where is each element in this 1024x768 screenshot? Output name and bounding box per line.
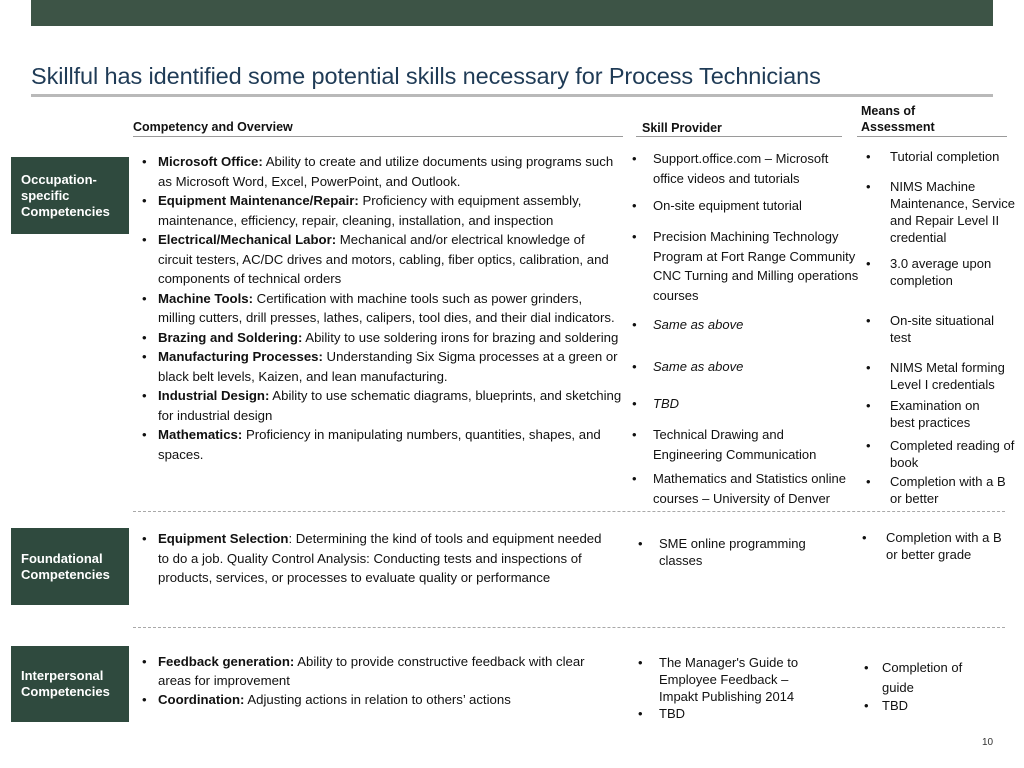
list-item [140,425,622,464]
top-banner [31,0,993,26]
provider-text: Same as above [653,359,744,374]
provider-item [632,394,847,414]
provider-text: On-site equipment tutorial [653,198,802,213]
provider-item [632,196,847,216]
provider-text: Same as above [653,317,744,332]
assessment-text: TBD [882,698,908,713]
item-desc: Ability to use schematic diagrams, blueprints, and sketching for industrial design [158,388,622,423]
list-item [140,230,622,289]
list-item [140,347,622,386]
header-assessment-line2: Assessment [861,120,935,134]
bullet: • [866,179,871,194]
bullet: • [638,655,643,670]
provider-text: TBD [659,706,685,721]
item-term: Manufacturing Processes: [158,349,323,364]
category-occupation-line1: Occupation- [21,171,97,187]
header-provider: Skill Provider [642,121,722,135]
provider-text: Precision Machining Technology Program at Fort Range Community CNC Turning and Milling operations courses [653,229,859,303]
bullet: • [638,706,643,721]
provider-text: Mathematics and Statistics online courses – University of Denver [653,471,846,506]
provider-text: SME online programming classes [659,536,806,568]
item-term: Machine Tools: [158,290,254,306]
occupation-competency-list [140,152,622,464]
list-item [140,386,622,425]
page-number: 10 [982,737,994,748]
provider-item [632,357,847,377]
section-divider [133,511,1005,512]
assessment-text: Examination on best practices [890,398,980,430]
bullet: • [866,474,871,489]
assessment-item [866,178,1016,246]
assessment-item [862,529,1012,563]
bullet: • [638,536,643,551]
list-item [140,690,610,709]
assessment-text: Completed reading of book [890,438,1015,470]
assessment-text: Completion of guide [882,660,963,695]
title-rule [31,94,993,97]
assessment-text: Completion with a B or better grade [886,530,1002,562]
item-desc: Proficiency with equipment assembly, maintenance, efficiency, repair, cleaning, installation, and inspection [158,193,582,228]
assessment-text: NIMS Machine Maintenance, Service and Repair Level II credential [890,179,1016,245]
bullet: • [632,471,637,486]
list-item [140,152,622,191]
item-desc: Understanding Six Sigma processes at a green or black belt levels, Kaizen, and lean manufacturing. [158,349,618,384]
bullet: • [632,317,637,332]
provider-item [632,469,872,508]
item-desc: : Determining the kind of tools and equipment needed to do a job. Quality Control Analysis: Conducting tests and inspections of products, services, or processes to evaluate quality or performance [158,531,602,585]
provider-text: The Manager's Guide to Employee Feedback – Impakt Publishing 2014 [659,655,799,704]
category-occupation-line2: specific [21,187,70,203]
bullet: • [632,359,637,374]
assessment-text: On-site situational test [890,313,995,345]
assessment-text: Completion with a B or better [890,474,1006,506]
item-term: Electrical/Mechanical Labor: [158,232,337,247]
assessment-item [866,437,1016,471]
assessment-item [866,255,1016,289]
category-foundational [11,528,129,605]
assessment-item [864,658,984,697]
category-foundational-line2: Competencies [21,566,110,582]
assessment-item [866,149,1016,165]
header-assessment-rule [857,136,1007,137]
assessment-text: 3.0 average upon completion [890,256,992,288]
foundational-competency-list [140,529,610,588]
provider-item [638,535,838,569]
provider-item [632,149,847,188]
provider-text: Support.office.com – Microsoft office videos and tutorials [653,151,829,186]
bullet: • [632,396,637,411]
category-occupation-line3: Competencies [21,203,110,219]
item-desc: Mechanical and/or electrical knowledge of circuit testers, AC/DC drives and motors, cabling, fiber optics, calibration, and components of technical orders [158,232,609,286]
header-assessment [861,103,935,135]
assessment-text: Tutorial completion [890,149,1000,164]
bullet: • [632,427,637,442]
item-desc: Ability to use soldering irons for brazing and soldering [302,329,619,345]
assessment-item [864,697,984,714]
assessment-text: NIMS Metal forming Level I credentials [890,360,1005,392]
provider-text: TBD [653,396,679,411]
bullet: • [866,438,871,453]
category-foundational-line1: Foundational [21,550,103,566]
bullet: • [866,398,871,413]
bullet: • [866,149,871,164]
list-item [140,328,622,348]
item-desc: Adjusting actions in relation to others’ actions [244,692,511,707]
bullet: • [632,151,637,166]
header-assessment-line1: Means of [861,104,916,118]
header-competency: Competency and Overview [133,120,293,134]
bullet: • [864,698,869,713]
bullet: • [864,660,869,675]
assessment-item [866,397,1006,431]
assessment-item [866,473,1016,507]
category-interpersonal-line1: Interpersonal [21,668,104,683]
assessment-item [866,359,1021,393]
item-desc: Proficiency in manipulating numbers, quantities, shapes, and spaces. [158,427,601,462]
slide-title: Skillful has identified some potential skills necessary for Process Technicians [31,63,821,89]
bullet: • [632,198,637,213]
category-occupation [11,157,129,234]
item-desc: Ability to provide constructive feedback with clear areas for improvement [158,654,585,688]
provider-item [638,654,828,705]
item-term: Equipment Selection [158,531,289,546]
header-competency-rule [133,136,623,137]
category-interpersonal [11,646,129,722]
item-term: Microsoft Office: [158,154,263,169]
item-term: Feedback generation: [158,654,295,669]
item-term: Coordination: [158,692,245,707]
bullet: • [862,530,867,545]
item-term: Mathematics: [158,427,243,442]
provider-item [638,705,828,722]
item-term: Industrial Design: [158,388,270,403]
assessment-item [866,312,1016,346]
bullet: • [866,360,871,375]
item-term: Equipment Maintenance/Repair: [158,193,359,208]
list-item [140,652,610,690]
bullet: • [632,229,637,244]
provider-item [632,315,847,335]
interpersonal-competency-list [140,652,610,709]
item-desc: Certification with machine tools such as power grinders, milling cutters, drill presses, lathes, calipers, tool dies, and their dial indicators. [158,290,615,325]
list-item [140,191,622,230]
item-term: Brazing and Soldering: [158,329,303,345]
provider-text: Technical Drawing and Engineering Communication [653,427,817,462]
provider-item [632,425,847,464]
list-item [140,289,622,328]
list-item [140,529,610,588]
bullet: • [866,313,871,328]
item-desc: Ability to create and utilize documents using programs such as Microsoft Word, Excel, PowerPoint, and Outlook. [158,154,614,189]
section-divider [133,627,1005,628]
provider-item [632,227,862,305]
category-interpersonal-line2: Competencies [21,684,110,699]
bullet: • [866,256,871,271]
header-provider-rule [636,136,842,137]
